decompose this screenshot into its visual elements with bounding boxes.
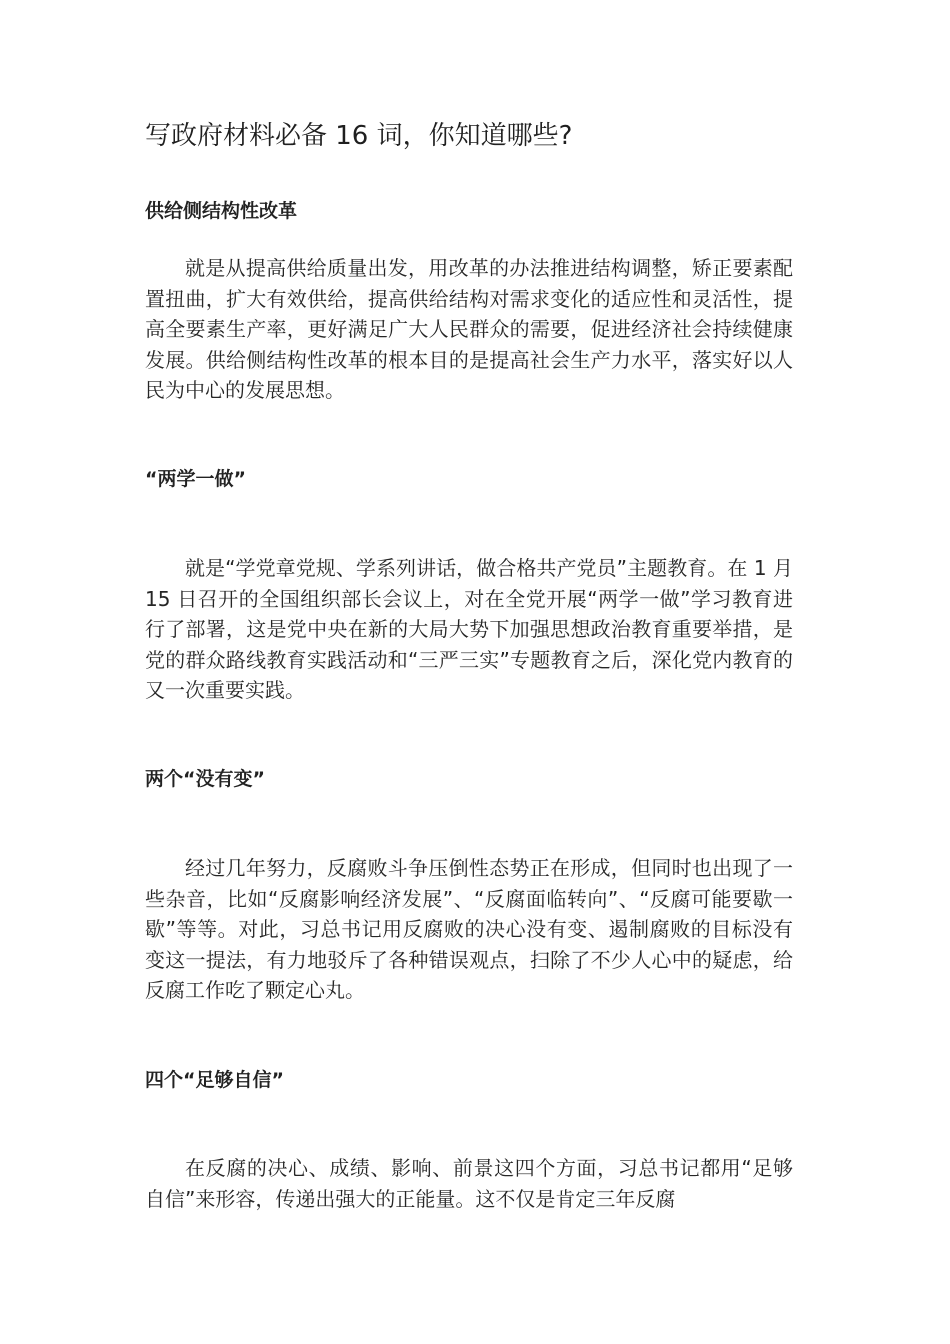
section-body-two-unchanged: 经过几年努力，反腐败斗争压倒性态势正在形成，但同时也出现了一些杂音，比如“反腐影响经济发展”、“反腐面临转向”、“反腐可能要歇一歇”等等。对此，习总书记用反腐败的决心没有变、遏制腐败的目标没有变这一提法，有力地驳斥了各种错误观点，扫除了不少人心中的疑虑，给反腐工作吃了颗定心丸。: [145, 856, 793, 1002]
document-title: 写政府材料必备 16 词，你知道哪些?: [145, 121, 573, 151]
section-heading-two-studies-one-action: “两学一做”: [145, 468, 246, 490]
section-body-two-studies-one-action: 就是“学党章党规、学系列讲话，做合格共产党员”主题教育。在 1 月 15 日召开的全国组织部长会议上，对在全党开展“两学一做”学习教育进行了部署，这是党中央在新的大局大势下加强思想政治教育重要举措，是党的群众路线教育实践活动和“三严三实”专题教育之后，深化党内教育的又一次重要实践。: [145, 556, 793, 702]
section-heading-supply-side-reform: 供给侧结构性改革: [145, 200, 298, 222]
section-body-four-confidences: 在反腐的决心、成绩、影响、前景这四个方面，习总书记都用“足够自信”来形容，传递出强大的正能量。这不仅是肯定三年反腐: [145, 1156, 793, 1211]
section-body-supply-side-reform: 就是从提高供给质量出发，用改革的办法推进结构调整，矫正要素配置扭曲，扩大有效供给，提高供给结构对需求变化的适应性和灵活性，提高全要素生产率，更好满足广大人民群众的需要，促进经济社会持续健康发展。供给侧结构性改革的根本目的是提高社会生产力水平，落实好以人民为中心的发展思想。: [145, 256, 793, 402]
section-heading-four-confidences: 四个“足够自信”: [145, 1069, 284, 1091]
section-heading-two-unchanged: 两个“没有变”: [145, 768, 265, 790]
